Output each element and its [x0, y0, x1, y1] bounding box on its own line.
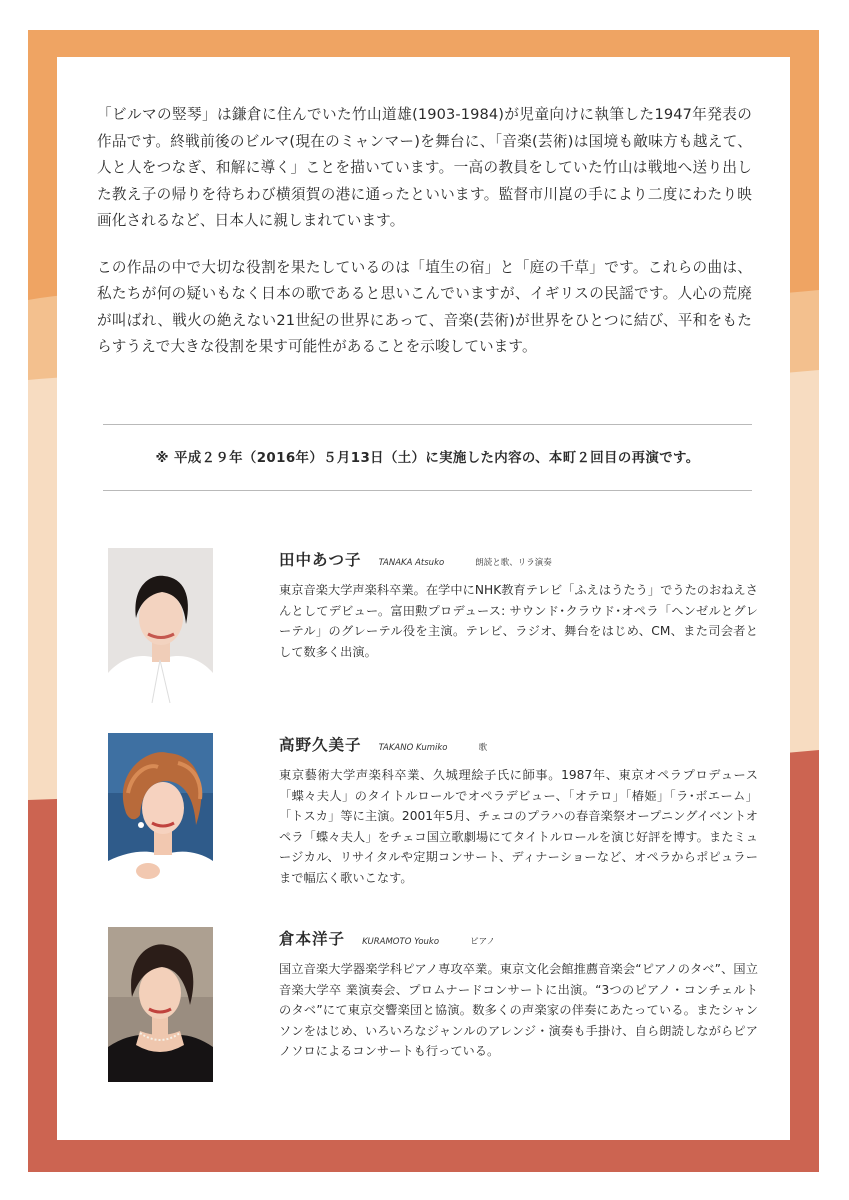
notice-text: ※ 平成２９年（2016年）５月13日（土）に実施した内容の、本町２回目の再演です。: [155, 451, 700, 466]
performer-bio: 国立音楽大学器楽学科ピアノ専攻卒業。東京文化会館推薦音楽会“ピアノのタベ”、国立音楽大学卒 業演奏会、プロムナードコンサートに出演。“3つのピアノ・コンチェルトのタベ”にて東京交響楽団と協演。数多くの声楽家の伴奏にあたっている。またシャンソンをはじめ、いろいろなジャンルのアレンジ・演奏も手掛け、自ら朗読しながらピアノソロによるコンサートも行っている。: [279, 962, 758, 1059]
performer-info: [279, 733, 758, 889]
performer-info: [279, 927, 758, 1062]
performer-role: ピアノ: [470, 937, 495, 947]
performer-bio: 東京藝術大学声楽科卒業、久城理絵子氏に師事。1987年、東京オペラプロデュース「蝶々夫人」のタイトルロールでオペラデビュー、「オテロ」「椿姫」「ラ･ボエーム」「トスカ」等に主演。2001年5月、チェコのプラハの春音楽祭オープニングイベントオペラ「蝶々夫人」をチェコ国立歌劇場にてタイトルロールを演じ好評を博す。またミュージカル、リサイタルや定期コンサート、ディナーショーなど、オペラからポピュラーまで幅広く歌いこなす。: [279, 768, 758, 885]
portrait-photo: [108, 548, 213, 703]
intro-text: [97, 102, 752, 381]
intro-paragraph-2: この作品の中で大切な役割を果たしているのは「埴生の宿」と「庭の千草」です。これらの曲は、私たちが何の疑いもなく日本の歌であると思いこんでいますが、イギリスの民謡です。人心の荒廃が叫ばれ、戦火の絶えない21世紀の世界にあって、音楽(芸術)が世界をひとつに結び、平和をもたらすうえで大きな役割を果す可能性があることを示唆しています。: [97, 258, 752, 355]
performer-name: 田中あつ子: [279, 551, 362, 569]
performer-romaji: TAKANO Kumiko: [378, 743, 448, 753]
performer-role: 朗読と歌、リラ演奏: [475, 558, 552, 568]
portrait-photo: [108, 733, 213, 888]
name-line: [279, 927, 758, 953]
intro-paragraph-1: 「ビルマの竪琴」は鎌倉に住んでいた竹山道雄(1903-1984)が児童向けに執筆した1947年発表の作品です。終戦前後のビルマ(現在のミャンマー)を舞台に、「音楽(芸術)は国境も敵味方も越えて、人と人をつなぎ、和解に導く」ことを描いています。一高の教員をしていた竹山は戦地へ送り出した教え子の帰りを待ちわび横須賀の港に通ったといいます。監督市川崑の手により二度にわたり映画化されるなど、日本人に親しまれています。: [97, 106, 752, 229]
divider-top: [103, 424, 752, 425]
name-line: [279, 733, 758, 759]
name-line: [279, 548, 758, 574]
performer-info: [279, 548, 758, 662]
performer-romaji: TANAKA Atsuko: [378, 558, 445, 568]
performer-name: 倉本洋子: [279, 930, 346, 948]
divider-bottom: [103, 490, 752, 491]
performer-romaji: KURAMOTO Youko: [362, 937, 440, 947]
performer-bio: 東京音楽大学声楽科卒業。在学中にNHK教育テレビ「ふえはうたう」でうたのおねえさんとしてデビュー。富田勲プロデュース: サウンド･クラウド･オペラ「ヘンゼルとグレーテル」のグレーテル役を主演。テレビ、ラジオ、舞台をはじめ、CM、また司会者として数多く出演。: [279, 583, 758, 659]
performer-role: 歌: [478, 743, 488, 753]
portrait-photo: [108, 927, 213, 1082]
performer-name: 高野久美子: [279, 736, 362, 754]
